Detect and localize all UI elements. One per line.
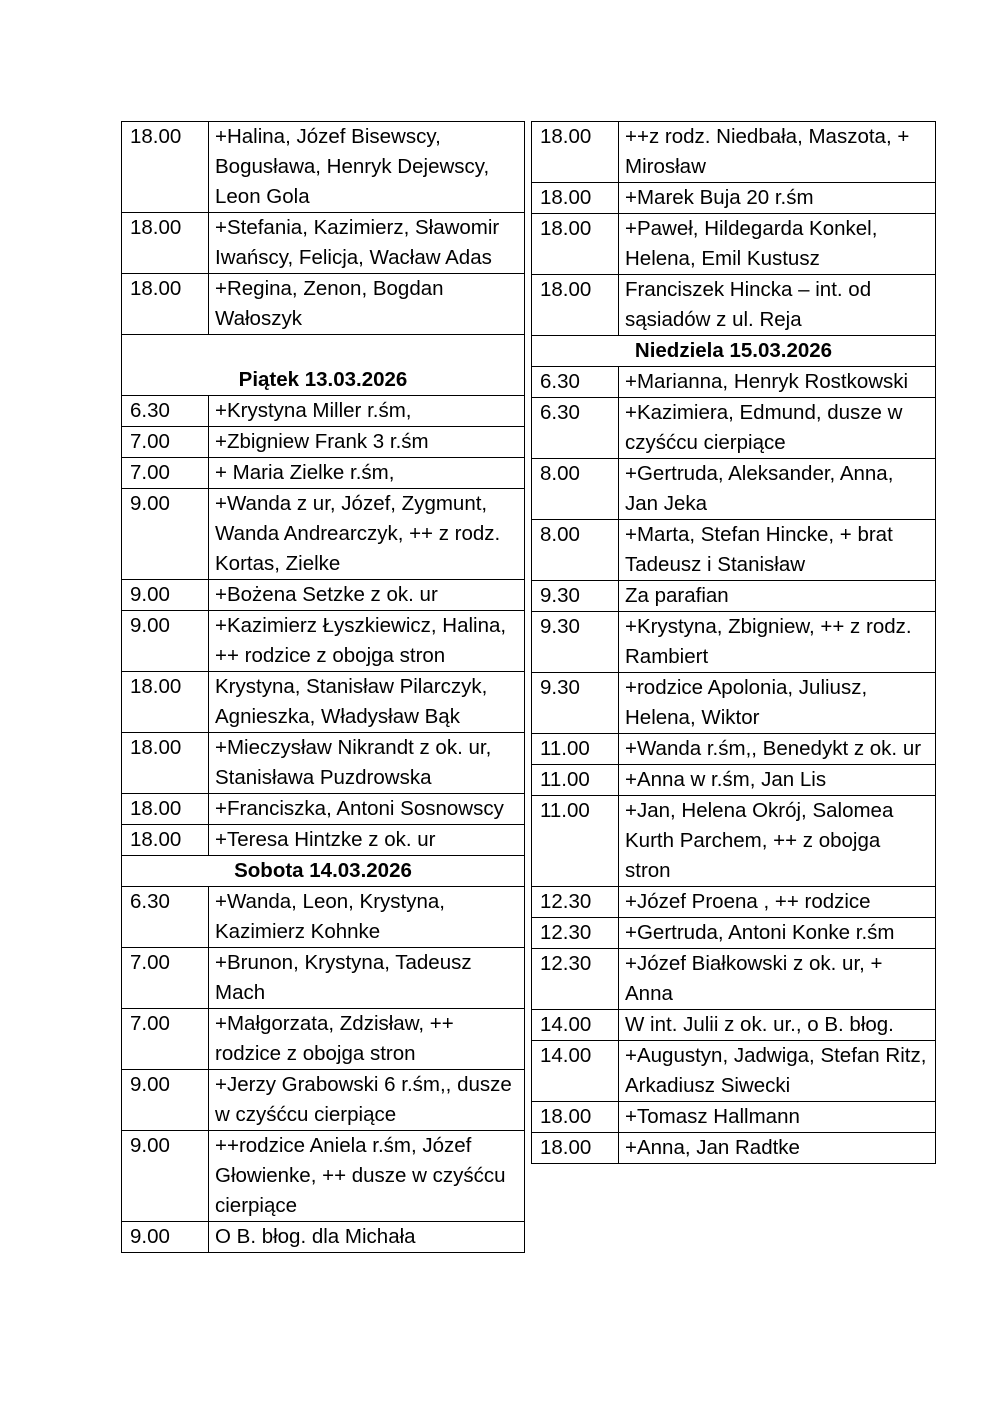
mass-row <box>532 887 936 918</box>
mass-time: 9.00 <box>122 1222 209 1253</box>
mass-intention: +Paweł, Hildegarda Konkel, Helena, Emil Kustusz <box>619 214 936 275</box>
mass-time: 8.00 <box>532 520 619 581</box>
mass-row <box>122 948 525 1009</box>
mass-time: 18.00 <box>122 122 209 213</box>
mass-intention: +Marianna, Henryk Rostkowski <box>619 367 936 398</box>
mass-time: 7.00 <box>122 948 209 1009</box>
mass-intention: +Marek Buja 20 r.śm <box>619 183 936 214</box>
day-header: Sobota 14.03.2026 <box>122 856 525 887</box>
mass-time: 18.00 <box>532 275 619 336</box>
mass-intention: +Marta, Stefan Hincke, + brat Tadeusz i Stanisław <box>619 520 936 581</box>
mass-row <box>532 275 936 336</box>
mass-intention: Krystyna, Stanisław Pilarczyk, Agnieszka, Władysław Bąk <box>209 672 525 733</box>
mass-time: 18.00 <box>122 672 209 733</box>
mass-row <box>532 765 936 796</box>
mass-row <box>122 427 525 458</box>
mass-intention: +Józef Białkowski z ok. ur, + Anna <box>619 949 936 1010</box>
mass-row <box>532 581 936 612</box>
mass-time: 18.00 <box>532 122 619 183</box>
mass-row <box>122 580 525 611</box>
mass-row <box>532 673 936 734</box>
mass-time: 9.00 <box>122 1070 209 1131</box>
mass-time: 9.30 <box>532 612 619 673</box>
mass-intention: W int. Julii z ok. ur., o B. błog. <box>619 1010 936 1041</box>
mass-time: 12.30 <box>532 949 619 1010</box>
mass-intention: +Stefania, Kazimierz, Sławomir Iwańscy, Felicja, Wacław Adas <box>209 213 525 274</box>
mass-time: 11.00 <box>532 765 619 796</box>
mass-row <box>122 122 525 213</box>
mass-time: 7.00 <box>122 1009 209 1070</box>
mass-row <box>122 1070 525 1131</box>
mass-intention: Za parafian <box>619 581 936 612</box>
schedule-table-left <box>121 121 525 1253</box>
mass-intention: +Krystyna, Zbigniew, ++ z rodz. Rambiert <box>619 612 936 673</box>
mass-intention: +Krystyna Miller r.śm, <box>209 396 525 427</box>
mass-intention: +Jerzy Grabowski 6 r.śm,, dusze w czyśćcu cierpiące <box>209 1070 525 1131</box>
mass-row <box>122 458 525 489</box>
mass-time: 9.00 <box>122 580 209 611</box>
mass-row <box>122 489 525 580</box>
mass-time: 14.00 <box>532 1010 619 1041</box>
mass-row <box>532 734 936 765</box>
mass-time: 11.00 <box>532 734 619 765</box>
mass-row <box>532 520 936 581</box>
mass-row <box>122 672 525 733</box>
day-header-row <box>122 335 525 396</box>
mass-row <box>532 949 936 1010</box>
mass-time: 9.30 <box>532 673 619 734</box>
mass-intention: +Kazimiera, Edmund, dusze w czyśćcu cierpiące <box>619 398 936 459</box>
mass-intention: +Halina, Józef Bisewscy, Bogusława, Henryk Dejewscy, Leon Gola <box>209 122 525 213</box>
mass-intention: +Józef Proena , ++ rodzice <box>619 887 936 918</box>
mass-time: 12.30 <box>532 918 619 949</box>
mass-time: 9.00 <box>122 1131 209 1222</box>
mass-row <box>532 183 936 214</box>
mass-intention: +Bożena Setzke z ok. ur <box>209 580 525 611</box>
mass-row <box>122 825 525 856</box>
mass-row <box>122 274 525 335</box>
mass-row <box>532 918 936 949</box>
mass-row <box>532 1133 936 1164</box>
mass-row <box>122 733 525 794</box>
mass-row <box>532 796 936 887</box>
mass-time: 9.30 <box>532 581 619 612</box>
mass-intention: +Anna, Jan Radtke <box>619 1133 936 1164</box>
mass-intention: +Zbigniew Frank 3 r.śm <box>209 427 525 458</box>
mass-intention: +Jan, Helena Okrój, Salomea Kurth Parchem, ++ z obojga stron <box>619 796 936 887</box>
mass-intention: +Kazimierz Łyszkiewicz, Halina, ++ rodzice z obojga stron <box>209 611 525 672</box>
mass-intention: +Franciszka, Antoni Sosnowscy <box>209 794 525 825</box>
mass-row <box>122 1222 525 1253</box>
mass-time: 6.30 <box>122 396 209 427</box>
mass-intention: O B. błog. dla Michała <box>209 1222 525 1253</box>
mass-time: 18.00 <box>532 1133 619 1164</box>
mass-time: 6.30 <box>532 367 619 398</box>
mass-row <box>532 367 936 398</box>
mass-intention: +Teresa Hintzke z ok. ur <box>209 825 525 856</box>
mass-row <box>532 1102 936 1133</box>
mass-time: 6.30 <box>532 398 619 459</box>
mass-row <box>532 122 936 183</box>
mass-intention: +Tomasz Hallmann <box>619 1102 936 1133</box>
mass-intention: + Maria Zielke r.śm, <box>209 458 525 489</box>
mass-time: 14.00 <box>532 1041 619 1102</box>
mass-intention: +Gertruda, Antoni Konke r.śm <box>619 918 936 949</box>
mass-time: 7.00 <box>122 458 209 489</box>
mass-time: 18.00 <box>532 183 619 214</box>
mass-row <box>122 887 525 948</box>
mass-row <box>122 794 525 825</box>
mass-intention: +Regina, Zenon, Bogdan Wałoszyk <box>209 274 525 335</box>
mass-time: 18.00 <box>122 213 209 274</box>
mass-intention: +Gertruda, Aleksander, Anna, Jan Jeka <box>619 459 936 520</box>
mass-intention: +Anna w r.śm, Jan Lis <box>619 765 936 796</box>
mass-row <box>532 612 936 673</box>
mass-intention: +Augustyn, Jadwiga, Stefan Ritz, Arkadiusz Siwecki <box>619 1041 936 1102</box>
mass-intention: Franciszek Hincka – int. od sąsiadów z ul. Reja <box>619 275 936 336</box>
mass-row <box>532 459 936 520</box>
mass-time: 7.00 <box>122 427 209 458</box>
mass-time: 18.00 <box>122 794 209 825</box>
mass-row <box>122 213 525 274</box>
mass-row <box>122 396 525 427</box>
mass-time: 8.00 <box>532 459 619 520</box>
mass-intention: +Brunon, Krystyna, Tadeusz Mach <box>209 948 525 1009</box>
mass-time: 9.00 <box>122 611 209 672</box>
mass-intention: +Wanda, Leon, Krystyna, Kazimierz Kohnke <box>209 887 525 948</box>
mass-time: 18.00 <box>532 214 619 275</box>
mass-row <box>532 1041 936 1102</box>
mass-intention: +Wanda r.śm,, Benedykt z ok. ur <box>619 734 936 765</box>
day-header-row <box>122 856 525 887</box>
mass-intention: +Mieczysław Nikrandt z ok. ur, Stanisława Puzdrowska <box>209 733 525 794</box>
mass-row <box>122 1009 525 1070</box>
mass-intention: +Małgorzata, Zdzisław, ++ rodzice z obojga stron <box>209 1009 525 1070</box>
mass-row <box>122 1131 525 1222</box>
mass-time: 18.00 <box>532 1102 619 1133</box>
mass-intention: +rodzice Apolonia, Juliusz, Helena, Wiktor <box>619 673 936 734</box>
mass-time: 18.00 <box>122 825 209 856</box>
mass-row <box>532 1010 936 1041</box>
mass-time: 9.00 <box>122 489 209 580</box>
mass-time: 6.30 <box>122 887 209 948</box>
mass-time: 11.00 <box>532 796 619 887</box>
mass-time: 12.30 <box>532 887 619 918</box>
mass-intention: ++z rodz. Niedbała, Maszota, + Mirosław <box>619 122 936 183</box>
mass-time: 18.00 <box>122 733 209 794</box>
mass-time: 18.00 <box>122 274 209 335</box>
day-header-row <box>532 336 936 367</box>
mass-intention: +Wanda z ur, Józef, Zygmunt, Wanda Andrearczyk, ++ z rodz. Kortas, Zielke <box>209 489 525 580</box>
schedule-table-right <box>531 121 936 1164</box>
mass-row <box>532 214 936 275</box>
mass-row <box>122 611 525 672</box>
day-header: Piątek 13.03.2026 <box>122 335 525 396</box>
day-header: Niedziela 15.03.2026 <box>532 336 936 367</box>
mass-intention: ++rodzice Aniela r.śm, Józef Głowienke, ++ dusze w czyśćcu cierpiące <box>209 1131 525 1222</box>
mass-row <box>532 398 936 459</box>
